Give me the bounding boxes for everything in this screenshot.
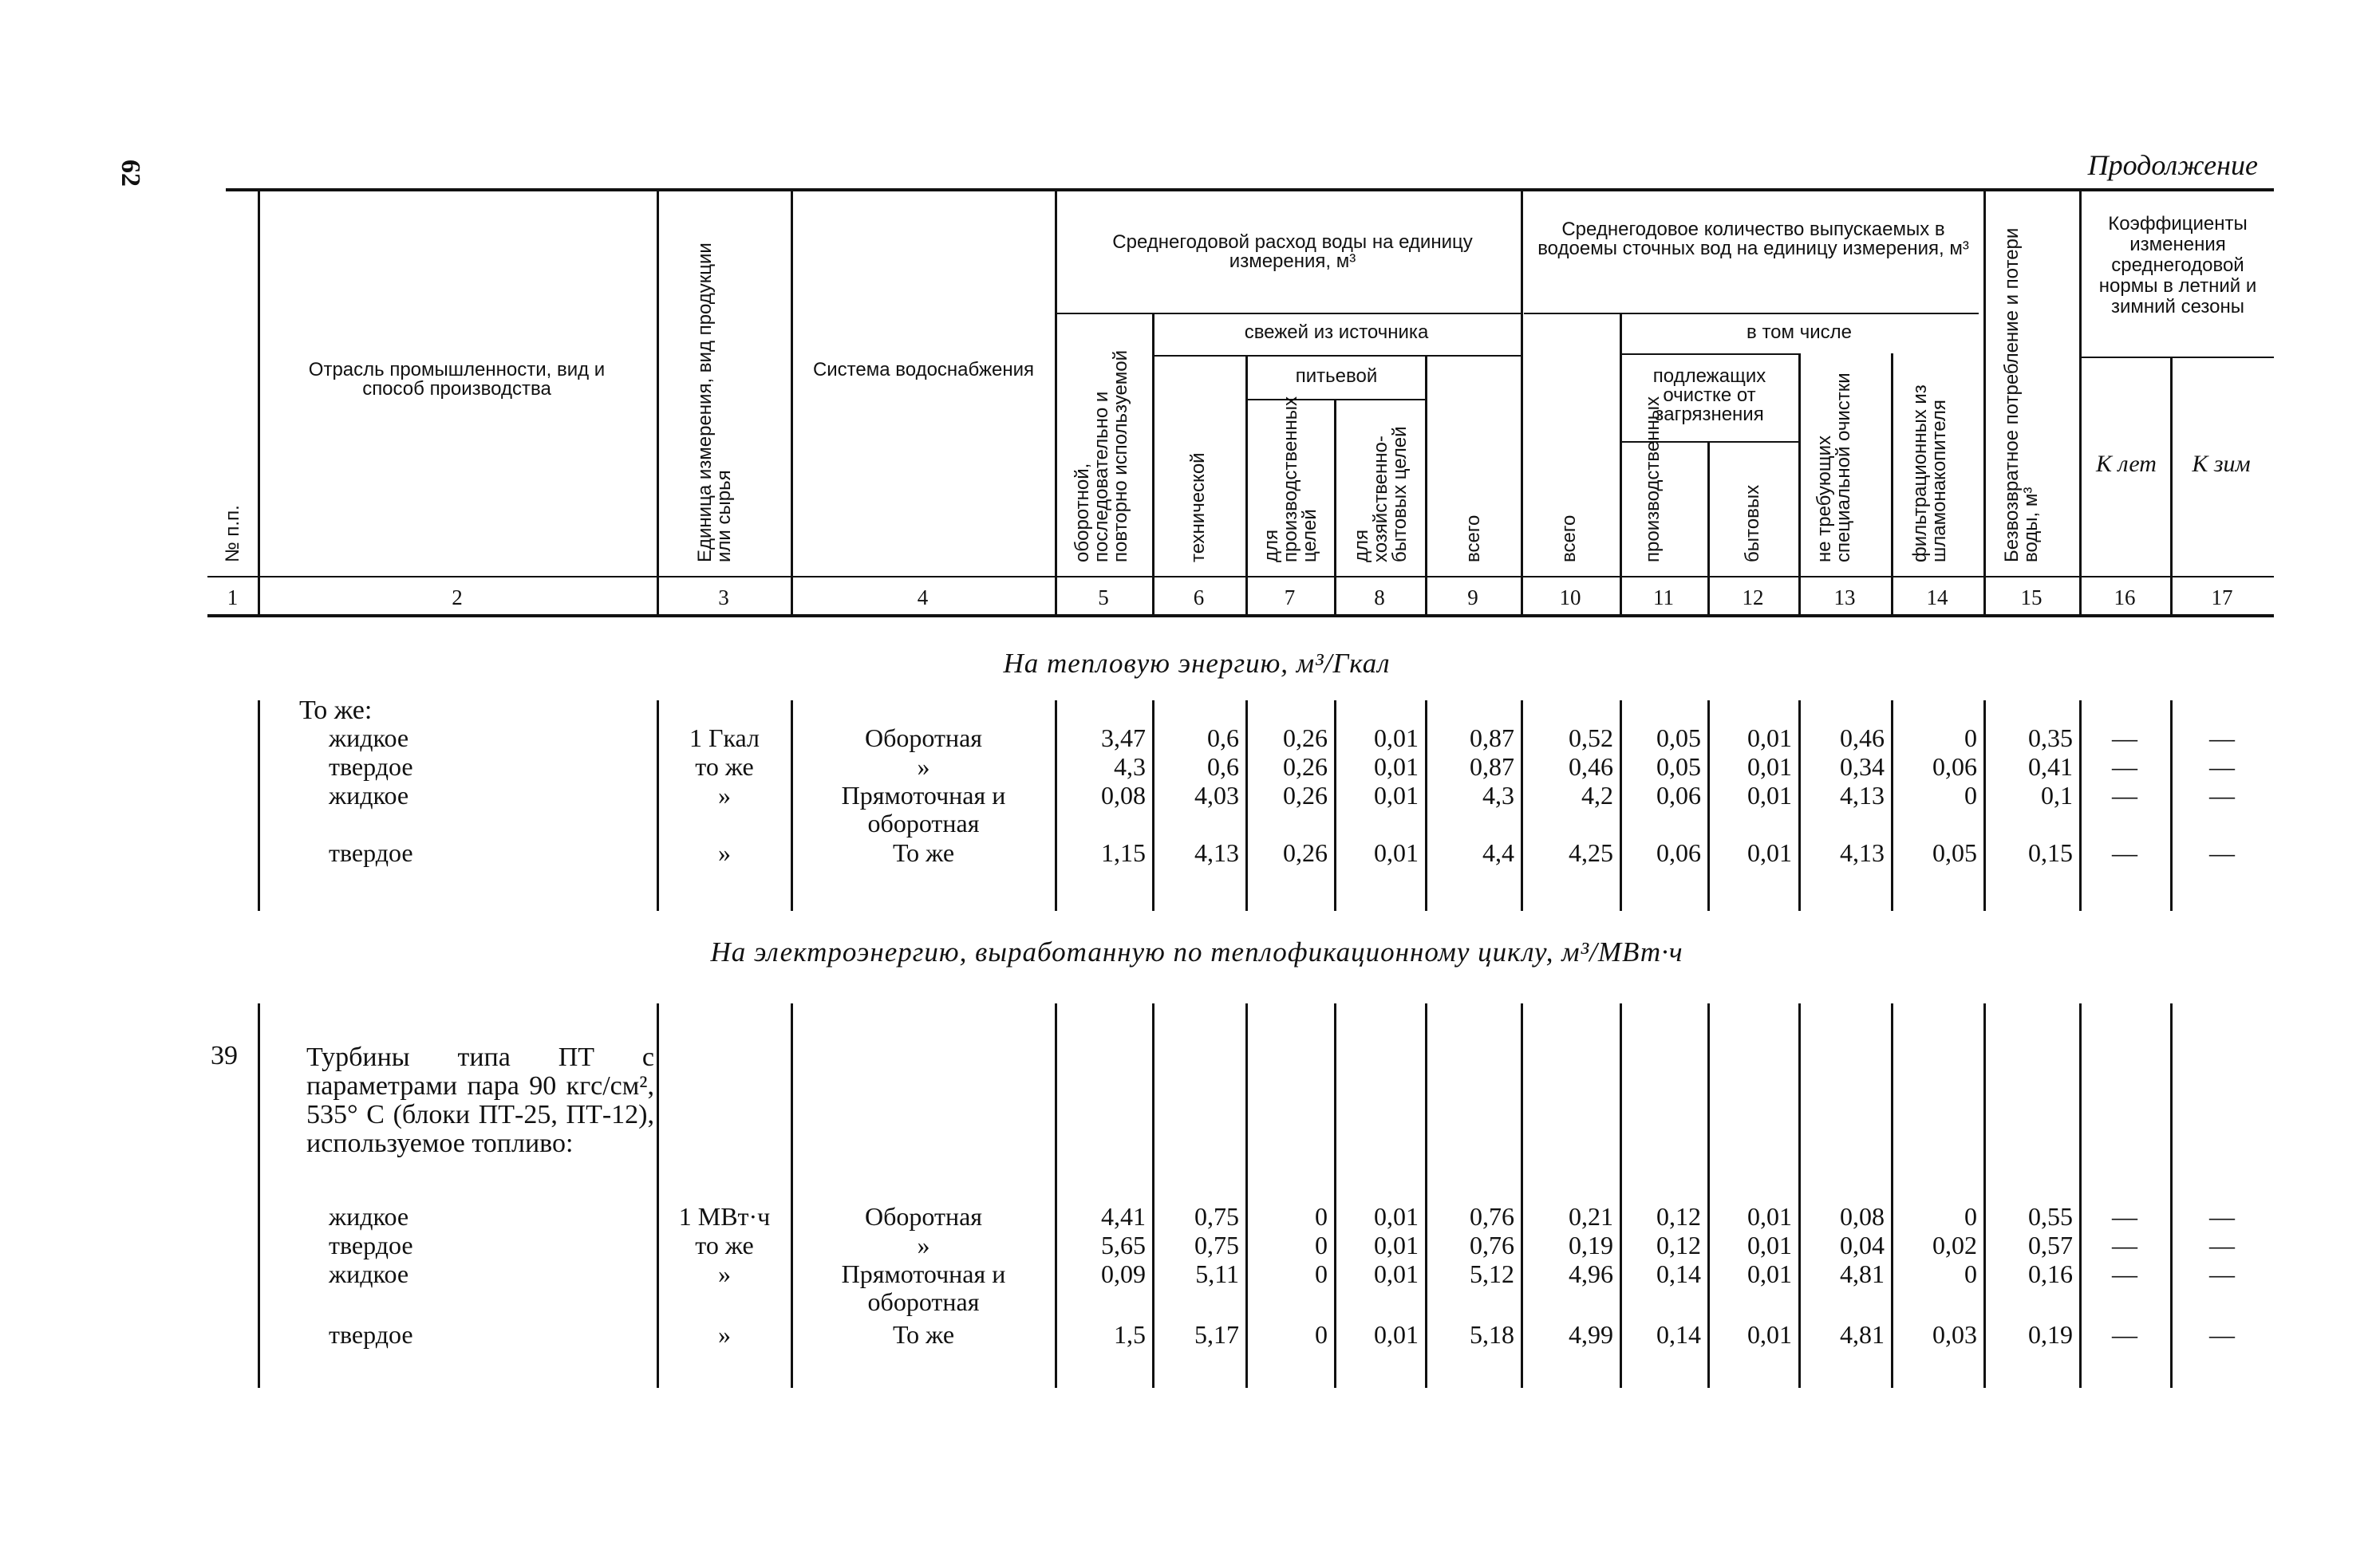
row-value: 4,3 xyxy=(1114,752,1146,781)
row-value: 4,99 xyxy=(1569,1320,1613,1349)
row-value: 0,01 xyxy=(1374,781,1419,810)
row-value: 0,76 xyxy=(1470,1202,1514,1231)
row-system: То же xyxy=(892,838,955,867)
row-value: 4,4 xyxy=(1482,838,1514,867)
row-k-dash: — xyxy=(2112,1320,2137,1349)
column-number: 17 xyxy=(2211,585,2233,609)
row-value: 0,01 xyxy=(1374,752,1419,781)
continuation-label: Продолжение xyxy=(2087,149,2258,181)
row-k-dash: — xyxy=(2112,781,2137,810)
row-value: 4,25 xyxy=(1569,838,1613,867)
row-value: 4,03 xyxy=(1194,781,1239,810)
column-number: 9 xyxy=(1467,585,1478,609)
row-value: 4,13 xyxy=(1840,838,1885,867)
column-rule xyxy=(657,700,659,911)
row-value: 0,09 xyxy=(1101,1259,1146,1288)
row-k-dash: — xyxy=(2209,723,2235,752)
row-value: 0,19 xyxy=(1569,1231,1613,1259)
section-2-title: На электроэнергию, выработанную по теплофикационному циклу, м³/МВт·ч xyxy=(710,936,1683,968)
row-value: 0,26 xyxy=(1283,752,1328,781)
row-value: 0,01 xyxy=(1747,1231,1792,1259)
row-value: 0,01 xyxy=(1374,1202,1419,1231)
row-value: 0,01 xyxy=(1374,838,1419,867)
row-value: 4,2 xyxy=(1581,781,1613,810)
column-rule xyxy=(791,700,793,911)
header-col14: фильтрационных из шламонакопителя xyxy=(1909,384,1950,562)
row-value: 0,26 xyxy=(1283,838,1328,867)
row-unit: » xyxy=(718,838,731,867)
row-value: 0,35 xyxy=(2028,723,2073,752)
row-system: То же xyxy=(892,1320,955,1349)
left-border-rule xyxy=(258,1003,260,1388)
row-value: 0,12 xyxy=(1656,1231,1701,1259)
header-col16: K лет xyxy=(2096,451,2157,477)
row-value: 0,26 xyxy=(1283,723,1328,752)
row-value: 5,11 xyxy=(1195,1259,1239,1288)
row-unit: то же xyxy=(695,752,754,781)
row-k-dash: — xyxy=(2112,723,2137,752)
row-value: 0,14 xyxy=(1656,1320,1701,1349)
column-rule xyxy=(791,1003,793,1388)
row-value: 0,01 xyxy=(1747,1202,1792,1231)
row-value: 0,06 xyxy=(1932,752,1977,781)
item-number: 39 xyxy=(211,1041,238,1070)
header-group-consumption: Среднегодовой расход воды на единицу измерения, м³ xyxy=(1112,231,1473,272)
column-rule xyxy=(657,1003,659,1388)
row-value: 4,13 xyxy=(1840,781,1885,810)
row-system: Прямоточная и оборотная xyxy=(841,781,1006,838)
row-unit: то же xyxy=(695,1231,754,1259)
row-unit: » xyxy=(718,1320,731,1349)
row-value: 4,96 xyxy=(1569,1259,1613,1288)
row-name: жидкое xyxy=(329,723,409,752)
row-value: 0 xyxy=(1964,1202,1977,1231)
row-name: твердое xyxy=(329,1231,413,1259)
row-value: 0,57 xyxy=(2028,1231,2073,1259)
row-k-dash: — xyxy=(2209,1202,2235,1231)
column-number: 1 xyxy=(227,585,239,609)
row-system: » xyxy=(917,1231,930,1259)
row-value: 0,75 xyxy=(1194,1231,1239,1259)
section-1-title: На тепловую энергию, м³/Гкал xyxy=(1003,648,1391,679)
row-k-dash: — xyxy=(2112,752,2137,781)
row-system: » xyxy=(917,752,930,781)
column-number: 5 xyxy=(1098,585,1109,609)
header-col4: Система водоснабжения xyxy=(812,359,1035,380)
row-value: 0,01 xyxy=(1747,1259,1792,1288)
row-value: 0,19 xyxy=(2028,1320,2073,1349)
header-group-cleaning: подлежащих очистке от загрязнения xyxy=(1652,365,1766,425)
row-value: 0,87 xyxy=(1470,752,1514,781)
row-k-dash: — xyxy=(2112,1259,2137,1288)
row-value: 0,05 xyxy=(1932,838,1977,867)
row-value: 0,01 xyxy=(1374,1320,1419,1349)
row-unit: 1 Гкал xyxy=(689,723,760,752)
header-col15: Безвозвратное потребление и потери воды, м³ xyxy=(2001,227,2042,562)
header-group-including: в том числе xyxy=(1747,321,1852,343)
row-value: 0,01 xyxy=(1747,838,1792,867)
row-value: 0,08 xyxy=(1101,781,1146,810)
row-system: Прямоточная и оборотная xyxy=(841,1259,1006,1316)
row-k-dash: — xyxy=(2209,781,2235,810)
row-value: 0,55 xyxy=(2028,1202,2073,1231)
row-value: 4,41 xyxy=(1101,1202,1146,1231)
row-value: 3,47 xyxy=(1101,723,1146,752)
row-value: 0,02 xyxy=(1932,1231,1977,1259)
header-group-coef: Коэффициенты изменения среднегодовой нормы в летний и зимний сезоны xyxy=(2098,213,2257,317)
row-value: 0,06 xyxy=(1656,781,1701,810)
row-value: 0 xyxy=(1964,781,1977,810)
row-value: 0,6 xyxy=(1207,752,1239,781)
row-value: 0,01 xyxy=(1747,723,1792,752)
row-value: 0,12 xyxy=(1656,1202,1701,1231)
row-value: 0 xyxy=(1964,1259,1977,1288)
column-number: 6 xyxy=(1193,585,1205,609)
row-value: 5,18 xyxy=(1470,1320,1514,1349)
column-number: 7 xyxy=(1284,585,1296,609)
row-value: 0,26 xyxy=(1283,781,1328,810)
column-number: 2 xyxy=(452,585,463,609)
row-value: 0,01 xyxy=(1374,723,1419,752)
column-number: 11 xyxy=(1653,585,1674,609)
row-value: 0,46 xyxy=(1840,723,1885,752)
header-col2: Отрасль промышленности, вид и способ производства xyxy=(308,359,606,400)
column-number: 8 xyxy=(1374,585,1385,609)
header-col6: технической xyxy=(1187,452,1209,562)
row-value: 0,01 xyxy=(1374,1259,1419,1288)
column-number: 12 xyxy=(1742,585,1764,609)
row-k-dash: — xyxy=(2209,1259,2235,1288)
row-system: Оборотная xyxy=(865,1202,982,1231)
section-1-lead: То же: xyxy=(299,696,373,725)
row-value: 0,01 xyxy=(1747,1320,1792,1349)
row-value: 0,41 xyxy=(2028,752,2073,781)
header-col5: оборотной, последовательно и повторно используемой xyxy=(1072,349,1131,562)
row-k-dash: — xyxy=(2209,838,2235,867)
row-name: жидкое xyxy=(329,1259,409,1288)
row-value: 0,75 xyxy=(1194,1202,1239,1231)
row-unit: 1 МВт·ч xyxy=(678,1202,771,1231)
row-value: 0 xyxy=(1315,1320,1328,1349)
row-value: 0 xyxy=(1315,1202,1328,1231)
row-value: 0,1 xyxy=(2041,781,2073,810)
row-value: 5,65 xyxy=(1101,1231,1146,1259)
row-value: 0,06 xyxy=(1656,838,1701,867)
header-col7: для производственных целей xyxy=(1261,396,1320,562)
row-value: 0,34 xyxy=(1840,752,1885,781)
row-name: твердое xyxy=(329,752,413,781)
row-value: 0,01 xyxy=(1374,1231,1419,1259)
header-col10: всего xyxy=(1558,514,1580,562)
column-number: 16 xyxy=(2114,585,2136,609)
row-value: 0 xyxy=(1315,1231,1328,1259)
column-number: 14 xyxy=(1926,585,1948,609)
row-value: 0,16 xyxy=(2028,1259,2073,1288)
left-border-rule xyxy=(258,700,260,911)
row-value: 0,87 xyxy=(1470,723,1514,752)
header-col8: для хозяйственно-бытовых целей xyxy=(1351,426,1411,562)
row-name: твердое xyxy=(329,838,413,867)
column-number: 13 xyxy=(1833,585,1856,609)
row-value: 0,21 xyxy=(1569,1202,1613,1231)
row-name: твердое xyxy=(329,1320,413,1349)
column-number: 3 xyxy=(718,585,729,609)
row-value: 0 xyxy=(1315,1259,1328,1288)
header-col12: бытовых xyxy=(1742,484,1763,562)
row-k-dash: — xyxy=(2112,838,2137,867)
page-number: 62 xyxy=(116,160,145,187)
header-col17: K зим xyxy=(2192,451,2251,477)
row-value: 4,81 xyxy=(1840,1320,1885,1349)
row-value: 0,05 xyxy=(1656,723,1701,752)
row-value: 4,3 xyxy=(1482,781,1514,810)
row-k-dash: — xyxy=(2209,752,2235,781)
header-col3: Единица измерения, вид продукции или сырья xyxy=(694,242,735,562)
row-value: 0,46 xyxy=(1569,752,1613,781)
row-value: 5,12 xyxy=(1470,1259,1514,1288)
section-2-lead: Турбины типа ПТ с параметрами пара 90 кгс/см², 535° С (блоки ПТ-25, ПТ-12), используемое топливо: xyxy=(306,1043,654,1158)
row-unit: » xyxy=(718,1259,731,1288)
row-k-dash: — xyxy=(2112,1231,2137,1259)
row-value: 0,03 xyxy=(1932,1320,1977,1349)
row-value: 0,01 xyxy=(1747,752,1792,781)
row-value: 1,5 xyxy=(1114,1320,1146,1349)
row-value: 0,01 xyxy=(1747,781,1792,810)
column-number: 4 xyxy=(917,585,929,609)
row-value: 5,17 xyxy=(1194,1320,1239,1349)
row-value: 0,05 xyxy=(1656,752,1701,781)
row-unit: » xyxy=(718,781,731,810)
row-value: 0,08 xyxy=(1840,1202,1885,1231)
column-number: 15 xyxy=(2020,585,2043,609)
row-value: 0,52 xyxy=(1569,723,1613,752)
header-group-fresh: свежей из источника xyxy=(1244,321,1429,343)
row-value: 0,76 xyxy=(1470,1231,1514,1259)
header-col1: № п.п. xyxy=(222,505,243,562)
row-value: 0,14 xyxy=(1656,1259,1701,1288)
row-value: 4,81 xyxy=(1840,1259,1885,1288)
row-k-dash: — xyxy=(2112,1202,2137,1231)
row-value: 0,15 xyxy=(2028,838,2073,867)
row-value: 0 xyxy=(1964,723,1977,752)
row-name: жидкое xyxy=(329,781,409,810)
row-system: Оборотная xyxy=(865,723,982,752)
row-value: 4,13 xyxy=(1194,838,1239,867)
header-col13: не требующих специальной очистки xyxy=(1814,372,1854,562)
header-col11: производственных xyxy=(1642,396,1664,562)
row-value: 0,04 xyxy=(1840,1231,1885,1259)
header-col9: всего xyxy=(1462,514,1484,562)
column-number: 10 xyxy=(1559,585,1581,609)
header-group-discharge: Среднегодовое количество выпускаемых в водоемы сточных вод на единицу измерения, м³ xyxy=(1537,219,1969,259)
row-k-dash: — xyxy=(2209,1231,2235,1259)
header-group-drinking: питьевой xyxy=(1295,365,1378,387)
row-value: 0,6 xyxy=(1207,723,1239,752)
row-name: жидкое xyxy=(329,1202,409,1231)
row-value: 1,15 xyxy=(1101,838,1146,867)
row-k-dash: — xyxy=(2209,1320,2235,1349)
